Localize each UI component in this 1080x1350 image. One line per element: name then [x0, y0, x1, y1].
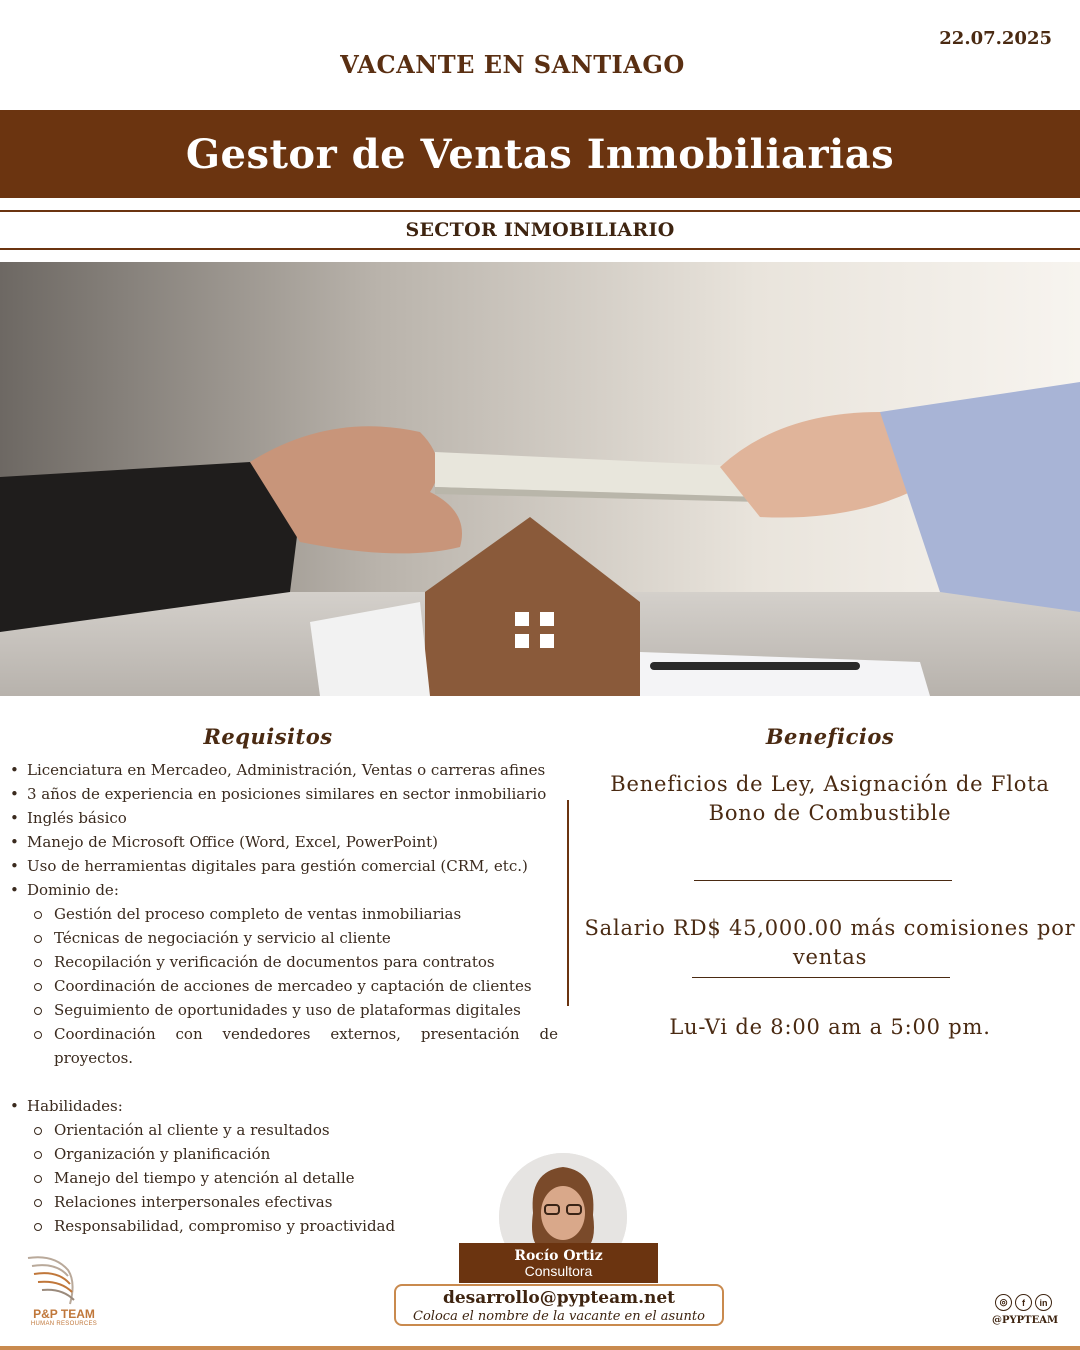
list-subitem: Manejo del tiempo y atención al detalle — [10, 1166, 558, 1190]
list-item: • Inglés básico — [10, 806, 558, 830]
benefits-line: Bono de Combustible — [708, 801, 952, 825]
list-subitem: Organización y planificación — [10, 1142, 558, 1166]
linkedin-icon[interactable]: in — [1035, 1294, 1052, 1311]
schedule-text: Lu-Vi de 8:00 am a 5:00 pm. — [669, 1015, 991, 1039]
list-item: • Manejo de Microsoft Office (Word, Excel, PowerPoint) — [10, 830, 558, 854]
contact-box — [394, 1284, 724, 1326]
list-spacer — [10, 1070, 558, 1094]
bottom-accent-bar — [0, 1346, 1080, 1350]
social-handle: @PYPTEAM — [991, 1315, 1059, 1326]
requirements-list — [10, 758, 558, 1238]
list-item: • 3 años de experiencia en posiciones similares en sector inmobiliario — [10, 782, 558, 806]
instagram-icon[interactable]: ◎ — [995, 1294, 1012, 1311]
list-subitem: Orientación al cliente y a resultados — [10, 1118, 558, 1142]
divider-line — [694, 880, 952, 881]
list-subitem: Coordinación con vendedores externos, presentación de proyectos. — [10, 1022, 558, 1070]
consultant-tag — [459, 1243, 658, 1283]
contact-hint: Coloca el nombre de la vacante en el asunto — [413, 1309, 705, 1324]
list-subitem: Recopilación y verificación de documentos para contratos — [10, 950, 558, 974]
facebook-icon[interactable]: f — [1015, 1294, 1032, 1311]
sector-label: SECTOR INMOBILIARIO — [405, 219, 675, 241]
sector-banner — [0, 210, 1080, 250]
contact-email-link[interactable]: desarrollo@pypteam.net — [442, 1288, 676, 1308]
hero-photo — [0, 262, 1080, 696]
list-item: • Licenciatura en Mercadeo, Administración, Ventas o carreras afines — [10, 758, 558, 782]
social-links — [995, 1294, 1052, 1311]
benefits-block — [580, 770, 1080, 828]
list-item: • Uso de herramientas digitales para gestión comercial (CRM, etc.) — [10, 854, 558, 878]
divider-line — [692, 977, 950, 978]
list-item: • Dominio de: — [10, 878, 558, 902]
job-title: Gestor de Ventas Inmobiliarias — [185, 130, 895, 178]
consultant-role: Consultora — [524, 1263, 593, 1279]
list-subitem: Coordinación de acciones de mercadeo y captación de clientes — [10, 974, 558, 998]
title-banner — [0, 110, 1080, 198]
benefits-title: Beneficios — [765, 724, 895, 749]
salary-text: Salario RD$ 45,000.00 más comisiones por ventas — [584, 916, 1076, 969]
requirements-title: Requisitos — [203, 724, 333, 749]
list-subitem: Relaciones interpersonales efectivas — [10, 1190, 558, 1214]
vacancy-location: VACANTE EN SANTIAGO — [340, 50, 685, 79]
column-divider — [567, 800, 569, 1006]
list-subitem: Seguimiento de oportunidades y uso de plataformas digitales — [10, 998, 558, 1022]
list-subitem: Técnicas de negociación y servicio al cliente — [10, 926, 558, 950]
list-subitem: Responsabilidad, compromiso y proactividad — [10, 1214, 558, 1238]
consultant-name: Rocío Ortiz — [514, 1248, 603, 1264]
benefits-line: Beneficios de Ley, Asignación de Flota — [610, 772, 1050, 796]
brand-logo-text: P&P TEAM — [33, 1307, 95, 1321]
list-item: • Habilidades: — [10, 1094, 558, 1118]
brand-logo-subtitle: HUMAN RESOURCES — [30, 1321, 98, 1327]
post-date: 22.07.2025 — [939, 28, 1052, 49]
list-subitem: Gestión del proceso completo de ventas inmobiliarias — [10, 902, 558, 926]
